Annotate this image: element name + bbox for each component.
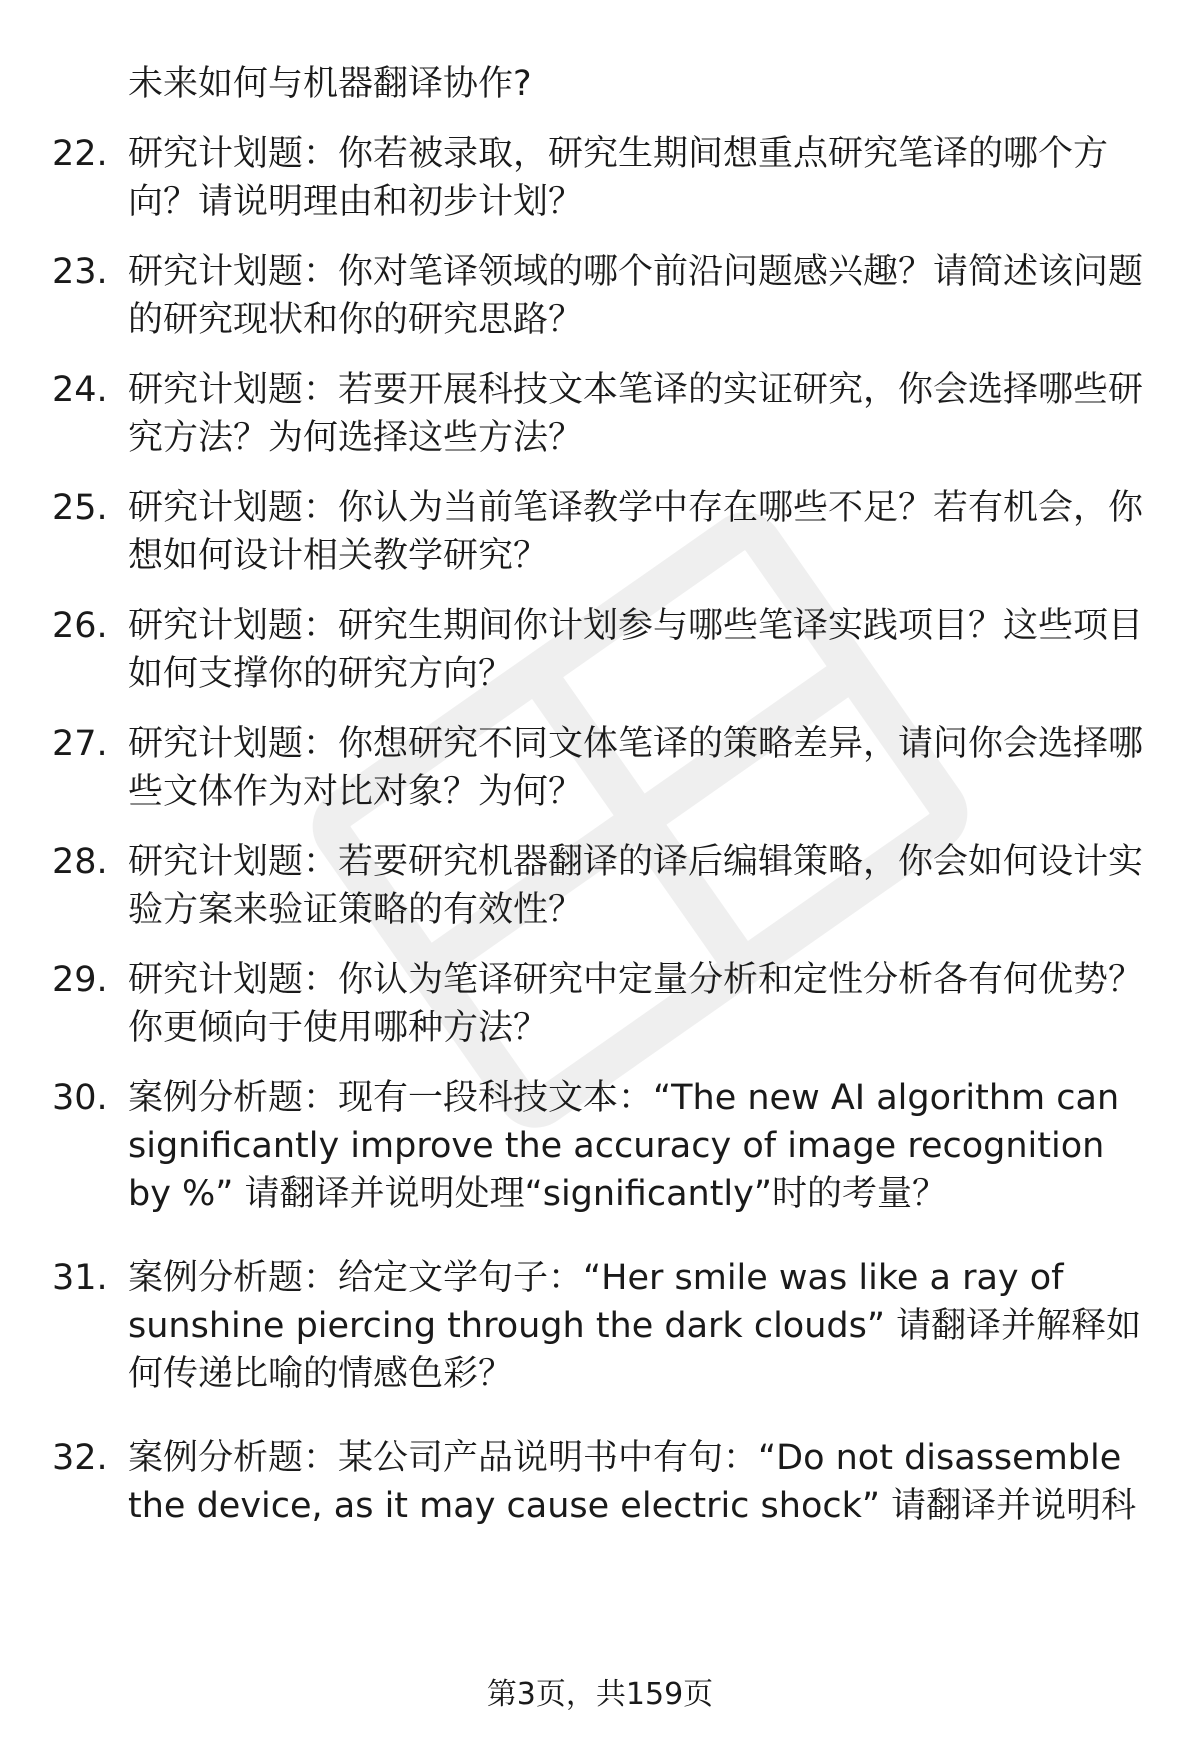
question-text: 研究计划题：你认为当前笔译教学中存在哪些不足？若有机会，你想如何设计相关教学研究？ — [128, 488, 1144, 576]
question-number: 31. — [52, 1258, 108, 1298]
question-number: 23. — [52, 252, 108, 292]
question-number: 29. — [52, 960, 108, 1000]
question-text: 研究计划题：若要研究机器翻译的译后编辑策略，你会如何设计实验方案来验证策略的有效性？ — [128, 842, 1144, 930]
question-number: 28. — [52, 842, 108, 882]
question-text: 研究计划题：你对笔译领域的哪个前沿问题感兴趣？请简述该问题的研究现状和你的研究思路？ — [128, 252, 1144, 340]
question-number: 27. — [52, 724, 108, 764]
question-text: 研究计划题：若要开展科技文本笔译的实证研究，你会选择哪些研究方法？为何选择这些方法？ — [128, 370, 1144, 458]
question-text: 研究计划题：你想研究不同文体笔译的策略差异，请问你会选择哪些文体作为对比对象？为何？ — [128, 724, 1144, 812]
question-text: 研究计划题：你认为笔译研究中定量分析和定性分析各有何优势？你更倾向于使用哪种方法？ — [128, 960, 1144, 1048]
continuation-line: 未来如何与机器翻译协作? — [128, 64, 532, 104]
page-footer: 第3页，共159页 — [486, 1677, 714, 1712]
question-text: 研究计划题：研究生期间你计划参与哪些笔译实践项目？这些项目如何支撑你的研究方向？ — [128, 606, 1144, 694]
question-number: 22. — [52, 134, 108, 174]
question-text: 研究计划题：你若被录取，研究生期间想重点研究笔译的哪个方向？请说明理由和初步计划？ — [128, 134, 1109, 222]
question-text: 案例分析题：某公司产品说明书中有句：“Do not disassemble the device, as it may cause electric shock” 请翻译并说明科 — [128, 1438, 1137, 1526]
question-number: 24. — [52, 370, 108, 410]
question-number: 25. — [52, 488, 108, 528]
question-text: 案例分析题：现有一段科技文本：“The new AI algorithm can significantly improve the accuracy of image recognition by %” 请翻译并说明处理“significantly”时的考量？ — [128, 1078, 1120, 1214]
question-number: 26. — [52, 606, 108, 646]
question-number: 32. — [52, 1438, 108, 1478]
question-text: 案例分析题：给定文学句子：“Her smile was like a ray of sunshine piercing through the dark clouds” 请翻译并解释如何传递比喻的情感色彩？ — [128, 1258, 1142, 1394]
question-number: 30. — [52, 1078, 108, 1118]
